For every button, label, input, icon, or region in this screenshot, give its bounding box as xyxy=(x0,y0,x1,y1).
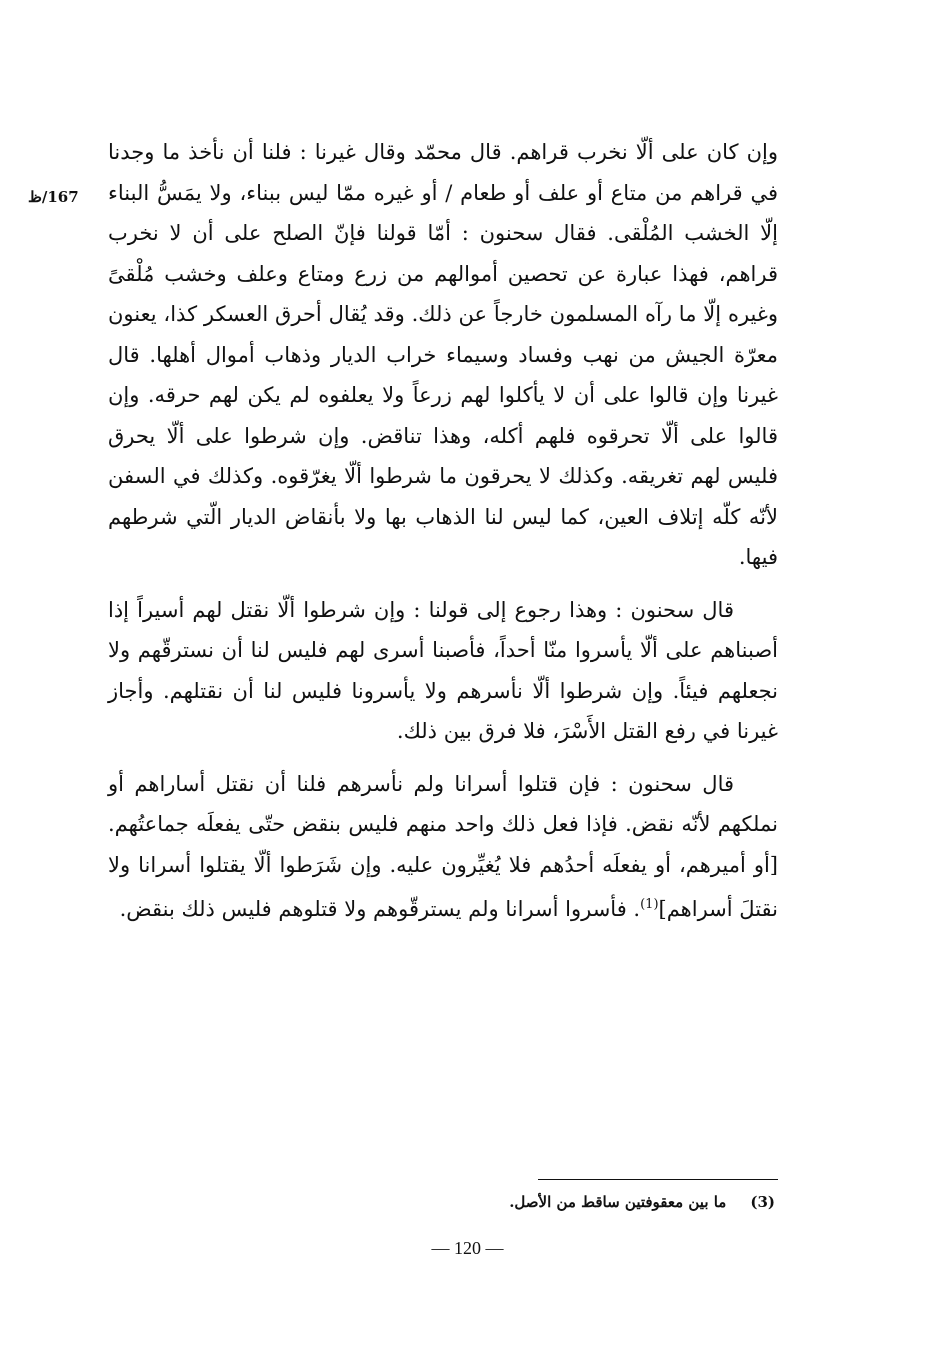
page-number: — 120 — xyxy=(431,1238,504,1258)
footnote-number: (3) xyxy=(750,1193,775,1211)
footnote-text: ما بين معقوفتين ساقط من الأصل. xyxy=(509,1193,727,1211)
paragraph-1: وإن كان على ألّا نخرب قراهم. قال محمّد وقال غيرنا : فلنا أن نأخذ ما وجدنا في قراهم من متاع أو علف أو طعام / أو غيره ممّا ليس ببناء، ولا يمَسُّ البناء إلّا الخشب المُلْقى. فقال سحنون : أمّا قولنا فإنّ الصلح على أن لا نخرب قراهم، فهذا عبارة عن تحصين أموالهم من زرع ومتاع وعلف وخشب مُلْقىً وغيره إلّا ما رآه المسلمون خارجاً عن ذلك. وقد يُقال أحرق العسكر كذا، يعنون معرّة الجيش من نهب وفساد وسيماء خراب الديار وذهاب أموال أهلها. قال غيرنا وإن قالوا على أن لا يأكلوا لهم زرعاً ولا يعلفوه لم يكن لهم حرقه. وإن قالوا على ألّا تحرقوه فلهم أكله، وهذا تناقض. وإن شرطوا على ألّا يحرق فليس لهم تغريقه. وكذلك لا يحرقون ما شرطوا ألّا يغرّقوه. وكذلك في السفن لأنّه كلّه إتلاف العين، كما ليس لنا الذهاب بها ولا بأنقاض الديار الّتي شرطهم فيها. xyxy=(108,140,778,569)
paragraph-3-tail: . فأسروا أسرانا ولم يسترقّوهم ولا قتلوهم فليس ذلك بنقض. xyxy=(119,897,641,921)
margin-folio-note: 167/ظ xyxy=(28,188,79,206)
footnote xyxy=(509,1193,775,1211)
paragraph-3 xyxy=(108,764,778,930)
footnote-reference: (1) xyxy=(640,897,659,912)
paragraph-3-body: قال سحنون : فإن قتلوا أسرانا ولم نأسرهم فلنا أن نقتل أساراهم أو نملكهم لأنّه نقض. فإذا فعل ذلك واحد منهم فليس بنقض حتّى يفعلَه جماعتُهم. [أو أميرهم، أو يفعلَه أحدُهم فلا يُغيِّرون عليه. وإن شَرَطوا ألّا يقتلوا أسرانا ولا نقتلَ أسراهم] xyxy=(108,771,778,921)
main-text xyxy=(108,132,778,930)
footnote-separator xyxy=(538,1179,778,1180)
paragraph-2: قال سحنون : وهذا رجوع إلى قولنا : وإن شرطوا ألّا نقتل لهم أسيراً إذا أصبناهم على ألّا يأسروا منّا أحداً، فأصبنا أسرى لهم فليس لنا أن نسترقّهم ولا نجعلهم فيئاً. وإن شرطوا ألّا نأسرهم ولا يأسرونا فليس لنا أن نقتلهم. وأجاز غيرنا في رفع القتل الأَسْرَ، فلا فرق بين ذلك. xyxy=(108,597,778,743)
